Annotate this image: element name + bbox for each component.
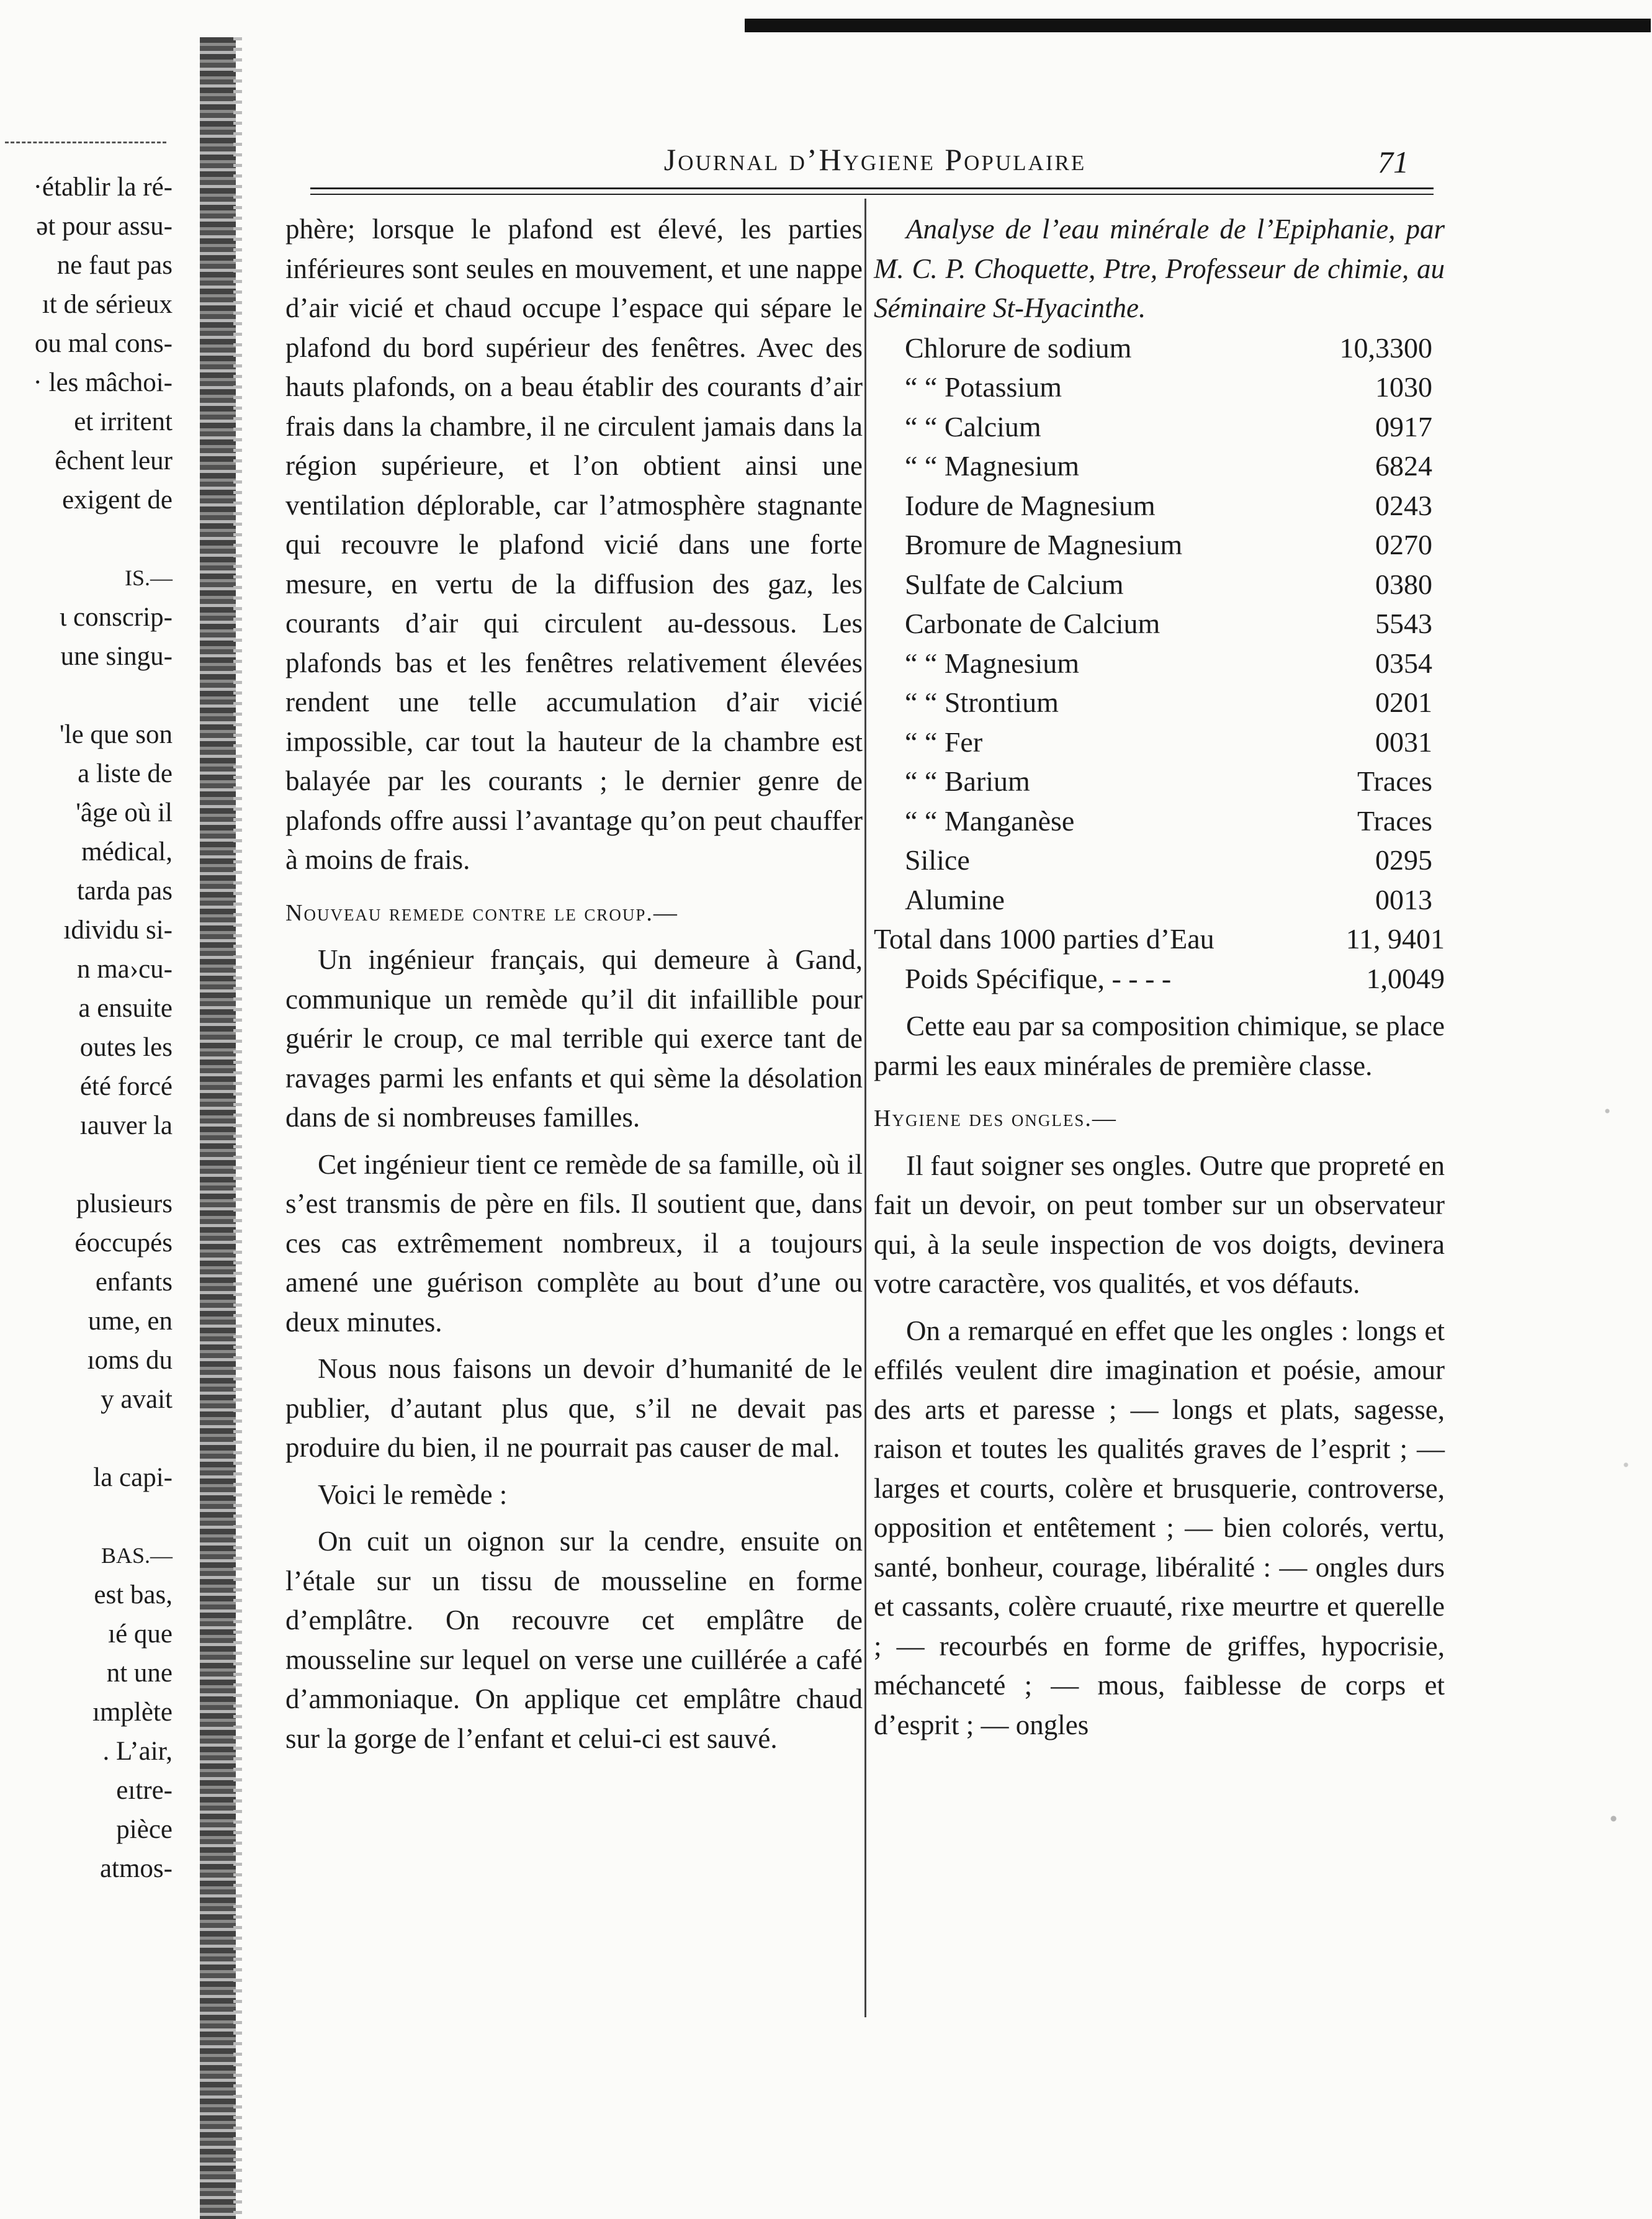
compound-name: Carbonate de Calcium (905, 608, 1160, 639)
scan-speckles (1589, 993, 1651, 2172)
fragment-line: ıé que (108, 1619, 173, 1649)
fragment-gap (0, 1497, 180, 1536)
fragment-line: médical, (81, 837, 173, 866)
analysis-row (905, 486, 1432, 526)
fragment-line: la capi- (93, 1463, 173, 1492)
paragraph-croup-1: Un ingénieur français, qui demeure à Gand, communique un remède qu’il dit infaillible pour guérir le croup, ce mal terrible qui exerce tant de ravages parmi les enfants et qui sème la désolation dans de si nombreuses familles. (285, 944, 863, 1133)
fragment-line: une singu- (60, 642, 173, 671)
analysis-row (905, 525, 1432, 565)
fragment-line: a ensuite (78, 994, 173, 1023)
fragment-line: ıauver la (79, 1111, 173, 1140)
compound-value: 1030 (1375, 371, 1432, 403)
fragment-gap (0, 1419, 180, 1458)
compound-value: 0013 (1375, 883, 1432, 916)
fragment-line: atmos- (99, 1854, 173, 1883)
fragment-line: IS.— (124, 565, 173, 590)
heading-ongles: Hygiene des ongles.— (874, 1105, 1117, 1132)
fragment-line: été forcé (79, 1072, 173, 1101)
heading-croup: Nouveau remede contre le croup.— (285, 899, 678, 926)
left-page-rule (5, 142, 166, 147)
fragment-line: a liste de (78, 759, 173, 788)
fragment-line: enfants (95, 1267, 173, 1297)
analysis-row (905, 880, 1432, 920)
compound-name: Bromure de Magnesium (905, 529, 1183, 560)
fragment-gap (0, 520, 180, 559)
fragment-line: ət pour assu- (36, 212, 173, 241)
compound-value: 0354 (1375, 647, 1432, 679)
poids-label: Poids Spécifique, - - - - (905, 962, 1172, 994)
fragment-line: ıt de sérieux (42, 290, 173, 319)
compound-name: Silice (905, 844, 970, 876)
fragment-line: eıtre- (116, 1776, 173, 1805)
analysis-row (905, 604, 1432, 644)
fragment-line: et irritent (74, 407, 173, 436)
paragraph-ventilation: phère; lorsque le plafond est élevé, les parties inférieures sont seules en mouvement, et une nappe d’air vicié et chaud occupe l’espace qui sépare le plafond du bord supérieur des fenêtres. Avec des hauts plafonds, on a beau établir des courants d’air frais dans la chambre, il ne circulent jamais dans la région supérieure, et l’on obtient ainsi une ventilation déplorable, car l’atmosphère stagnante qui recouvre le plafond vicié dans une forte mesure, en vertu de la diffusion des gaz, les courants d’air qui circulent au-dessous. Les plafonds bas et les fenêtres relativement élevées rendent une telle accumulation d’air vicié impossible, car tout la hauteur de la chambre est balayée par les courants ; le dernier genre de plafonds offre aussi l’avantage qu’on peut chauffer à moins de frais. (285, 214, 863, 875)
analysis-row (905, 367, 1432, 407)
total-value: 11, 9401 (1345, 923, 1445, 955)
compound-name: Chlorure de sodium (905, 331, 1132, 364)
fragment-line: ıoms du (87, 1346, 173, 1375)
compound-value: 0917 (1375, 410, 1432, 443)
compound-value: 6824 (1375, 450, 1432, 482)
analysis-title: Analyse de l’eau minérale de l’Epiphanie, par M. C. P. Choquette, Ptre, Professeur de chimie, au Séminaire St-Hyacinthe. (874, 214, 1445, 323)
column-left (285, 210, 863, 1758)
paragraph-ongles-1: Il faut soigner ses ongles. Outre que propreté en fait un devoir, on peut tomber sur un observateur qui, à la seule inspection de vos doigts, devinera votre caractère, vos qualités, et vos défauts. (874, 1150, 1445, 1299)
book-gutter (200, 37, 236, 2219)
compound-name: “ “ Magnesium (905, 450, 1080, 482)
fragment-line: n ma›cu- (76, 955, 173, 984)
fragment-line: exigent de (62, 485, 173, 515)
running-header: Journal d’Hygiene Populaire (663, 142, 1087, 177)
analysis-row (905, 801, 1432, 841)
fragment-line: outes les (79, 1033, 173, 1062)
fragment-line: tarda pas (76, 876, 173, 906)
fragment-line: . L’air, (102, 1737, 173, 1766)
fragment-line: nt une (106, 1659, 173, 1688)
compound-name: “ “ Strontium (905, 686, 1059, 718)
compound-value: 0295 (1375, 844, 1432, 876)
compound-value: 0243 (1375, 489, 1432, 521)
compound-name: “ “ Manganèse (905, 804, 1075, 837)
compound-value: 0380 (1375, 568, 1432, 600)
paragraph-croup-2: Cet ingénieur tient ce remède de sa famille, où il s’est transmis de père en fils. Il soutient que, dans ces cas extrêmement nombreux, il a toujours amené une guérison complète au bout d’une ou deux minutes. (285, 1148, 863, 1338)
poids-value: 1,0049 (1366, 962, 1445, 994)
fragment-line: 'âge où il (76, 798, 173, 827)
analysis-row (905, 840, 1432, 880)
fragment-gap (0, 676, 180, 715)
total-label: Total dans 1000 parties d’Eau (874, 923, 1214, 955)
fragment-line: ι conscrip- (59, 603, 173, 632)
compound-value: Traces (1357, 804, 1432, 837)
paragraph-croup-4: Voici le remède : (318, 1479, 508, 1510)
analysis-row (905, 683, 1432, 722)
fragment-line: ou mal cons- (34, 329, 173, 358)
analysis-row (905, 722, 1432, 762)
fragment-line: ume, en (88, 1307, 173, 1336)
analysis-row (905, 565, 1432, 605)
fragment-line: BAS.— (101, 1543, 173, 1568)
compound-value: 5543 (1375, 608, 1432, 639)
fragment-line: êchent leur (55, 446, 173, 475)
compound-name: Alumine (905, 883, 1005, 916)
fragment-line: plusieurs (76, 1189, 173, 1218)
compound-value: 0270 (1375, 529, 1432, 560)
compound-name: “ “ Calcium (905, 410, 1041, 443)
compound-name: Iodure de Magnesium (905, 489, 1156, 521)
paragraph-croup-5: On cuit un oignon sur la cendre, ensuite on l’étale sur un tissu de mousseline en forme d’emplâtre. On recouvre cet emplâtre de mousseline sur lequel on verse une cuillérée a café d’ammoniaque. On applique cet emplâtre chaud sur la gorge de l’enfant et celui-ci est sauvé. (285, 1526, 863, 1754)
compound-value: 0031 (1375, 726, 1432, 758)
fragment-line: y avait (101, 1385, 173, 1414)
header-rule-top (310, 187, 1434, 189)
top-printed-rule (745, 19, 1651, 32)
analysis-row (905, 644, 1432, 683)
fragment-line: ımplète (92, 1698, 173, 1727)
analysis-total (874, 919, 1445, 959)
paragraph-ongles-2: On a remarqué en effet que les ongles : longs et effilés veulent dire imagination et poésie, amour des arts et paresse ; — longs et plats, sagesse, raison et toutes les qualités graves de l’esprit ; —larges et courts, colère et brusquerie, controverse, opposition et entêtement ; — bien colorés, vertu, santé, bonheur, courage, libéralité : — ongles durs et cassants, colère cruauté, rixe meurtre et querelle ; — recourbés en forme de griffes, hypocrisie, méchanceté ; — mous, faiblesse de corps et d’esprit ; — ongles (874, 1315, 1445, 1740)
fragment-line: pièce (116, 1815, 173, 1844)
fragment-line: ıdividu si- (63, 916, 173, 945)
compound-value: Traces (1357, 765, 1432, 797)
compound-name: “ “ Barium (905, 765, 1030, 797)
fragment-line: ·établir la ré- (33, 173, 173, 202)
fragment-line: éoccupés (74, 1228, 173, 1258)
top-printed-rule-thin (1018, 27, 1651, 30)
header-rule-bottom (310, 194, 1434, 195)
compound-name: “ “ Potassium (905, 371, 1062, 403)
column-divider (864, 199, 866, 2017)
fragment-gap (0, 1145, 180, 1184)
paragraph-eau: Cette eau par sa composition chimique, se place parmi les eaux minérales de première classe. (874, 1010, 1445, 1081)
compound-value: 0201 (1375, 686, 1432, 718)
analysis-row (905, 328, 1432, 368)
analysis-row (905, 446, 1432, 486)
analysis-row (905, 407, 1432, 447)
compound-name: Sulfate de Calcium (905, 568, 1124, 600)
compound-name: “ “ Fer (905, 726, 983, 758)
facing-page-fragment (0, 168, 180, 1888)
compound-value: 10,3300 (1339, 331, 1432, 364)
book-gutter-edge (233, 37, 242, 2219)
column-right (874, 210, 1445, 1745)
fragment-line: 'le que son (59, 720, 173, 749)
analysis-row (905, 762, 1432, 801)
paragraph-croup-3: Nous nous faisons un devoir d’humanité de le publier, d’autant plus que, s’il ne devait pas produire du bien, il ne pourrait pas causer de mal. (285, 1353, 863, 1463)
fragment-line: · les mâchoi- (33, 368, 173, 397)
fragment-line: ne faut pas (56, 251, 173, 280)
compound-name: “ “ Magnesium (905, 647, 1080, 679)
analysis-table (905, 328, 1432, 920)
fragment-line: est bas, (94, 1580, 173, 1609)
page-number: 71 (1378, 145, 1409, 179)
analysis-specific-gravity (874, 959, 1445, 999)
